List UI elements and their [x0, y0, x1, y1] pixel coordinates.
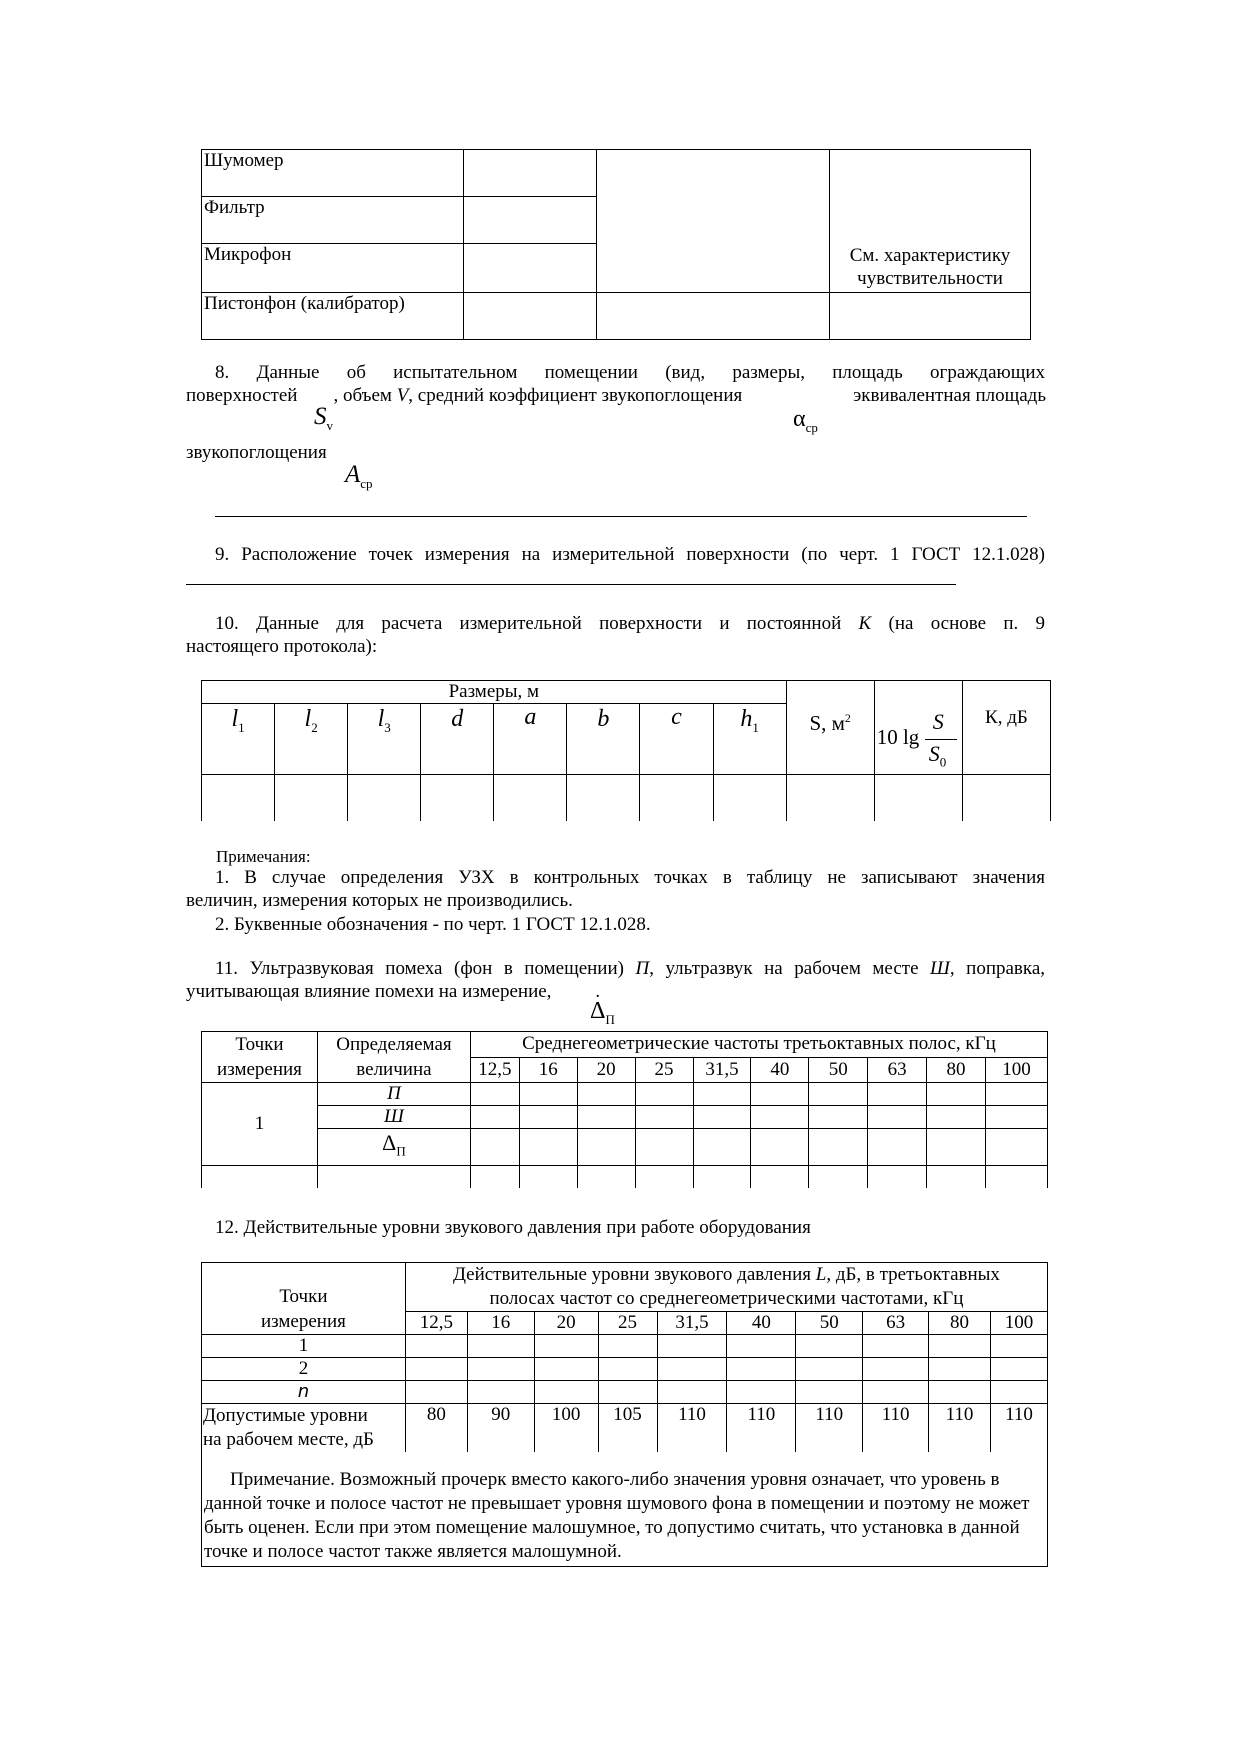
freq-cell: 63 — [868, 1057, 927, 1083]
dim-col-c: c — [640, 704, 713, 775]
sensitivity-note: См. характеристику чувствительности — [830, 244, 1031, 293]
dim-col-l2: $l_2$ — [275, 704, 348, 775]
freq-cell: 63 — [863, 1312, 929, 1335]
a-symbol: $A_{ср}$ — [345, 461, 373, 491]
noise-points-header: Точки измерения — [202, 1032, 318, 1083]
freq-cell: 40 — [751, 1057, 809, 1083]
dim-col-l3: $l_3$ — [348, 704, 421, 775]
equipment-name-cell: Пистонфон (калибратор) — [202, 292, 464, 339]
allowed-level: 100 — [534, 1404, 598, 1453]
allowed-level: 105 — [598, 1404, 657, 1453]
freq-cell: 40 — [727, 1312, 796, 1335]
allowed-levels-label: Допустимые уровни на рабочем месте, дБ — [202, 1404, 406, 1453]
freq-cell: 100 — [985, 1057, 1047, 1083]
quantity-sh: Ш — [317, 1106, 470, 1129]
freq-cell: 50 — [796, 1312, 863, 1335]
freq-cell: 80 — [927, 1057, 986, 1083]
levels-table — [201, 1262, 1048, 1567]
dimensions-table — [201, 680, 1051, 821]
levels-main-header: Действительные уровни звукового давления L, дБ, в третьоктавных полосах частот со среднегеометрическими частотами, кГц — [405, 1263, 1047, 1312]
equipment-name-cell: Фильтр — [202, 197, 464, 244]
quantity-delta: $\Delta_П$ — [317, 1129, 470, 1166]
levels-points-header: Точки измерения — [202, 1263, 406, 1335]
section9-fill-line — [186, 584, 956, 585]
freq-cell: 12,5 — [405, 1312, 467, 1335]
section9-text: 9. Расположение точек измерения на измерительной поверхности (по черт. 1 ГОСТ 12.1.028) — [215, 544, 1045, 565]
levels-point: n — [202, 1381, 406, 1404]
dim-col-h1: $h_1$ — [713, 704, 786, 775]
section8-line1: 8. Данные об испытательном помещении (вид, размеры, площадь ограждающих — [215, 362, 1045, 383]
freq-cell: 20 — [534, 1312, 598, 1335]
k-header: К, дБ — [962, 681, 1050, 775]
note2: 2. Буквенные обозначения - по черт. 1 ГОСТ 12.1.028. — [215, 914, 651, 935]
dim-col-l1: $l_1$ — [202, 704, 275, 775]
freq-cell: 50 — [809, 1057, 868, 1083]
dim-col-d: d — [421, 704, 494, 775]
freq-cell: 31,5 — [657, 1312, 727, 1335]
allowed-level: 110 — [863, 1404, 929, 1453]
delta-p-symbol: $\Delta_П$ — [590, 998, 615, 1027]
alpha-symbol: $\alpha_{ср}$ — [793, 406, 818, 435]
section11-line2: учитывающая влияние помехи на измерение, . — [186, 981, 601, 1002]
equipment-table — [201, 149, 1031, 340]
sv-symbol: $S_v$ — [314, 403, 333, 433]
levels-point: 2 — [202, 1358, 406, 1381]
lg-header: 10 lg S $S_0$ — [874, 681, 962, 775]
freq-cell: 12,5 — [470, 1057, 519, 1083]
allowed-level: 110 — [929, 1404, 991, 1453]
freq-cell: 80 — [929, 1312, 991, 1335]
levels-note: Примечание. Возможный прочерк вместо какого-либо значения уровня означает, что уровень в данной точке и полосе частот не превышает уровня шумового фона в помещении и поэтому не может быть оценен. Если при этом помещение малошумное, то допустимо считать, что установка в данной точке и полосе частот также является малошумной. — [202, 1452, 1048, 1567]
freq-cell: 16 — [467, 1312, 534, 1335]
note1-line1: 1. В случае определения УЗХ в контрольных точках в таблицу не записывают значения — [215, 867, 1045, 888]
allowed-level: 110 — [991, 1404, 1048, 1453]
noise-value-header: Определяемая величина — [317, 1032, 470, 1083]
noise-freq-header: Среднегеометрические частоты третьоктавных полос, кГц — [470, 1032, 1047, 1058]
allowed-level: 110 — [727, 1404, 796, 1453]
section8-fill-line — [215, 516, 1027, 517]
section11-line1: 11. Ультразвуковая помеха (фон в помещении) П, ультразвук на рабочем месте Ш, поправка, — [215, 958, 1046, 979]
section12-text: 12. Действительные уровни звукового давления при работе оборудования — [215, 1217, 811, 1238]
allowed-level: 110 — [796, 1404, 863, 1453]
note1-line2: величин, измерения которых не производились. — [186, 890, 573, 911]
section10-line1: 10. Данные для расчета измерительной поверхности и постоянной K (на основе п. 9 — [215, 613, 1045, 634]
dim-col-b: b — [567, 704, 640, 775]
dim-col-a: a — [494, 704, 567, 775]
freq-cell: 16 — [519, 1057, 577, 1083]
allowed-level: 110 — [657, 1404, 727, 1453]
freq-cell: 100 — [991, 1312, 1048, 1335]
noise-table — [201, 1031, 1048, 1188]
freq-cell: 25 — [598, 1312, 657, 1335]
dimensions-group-header: Размеры, м — [202, 681, 787, 704]
notes-title: Примечания: — [216, 847, 311, 866]
noise-point-number: 1 — [202, 1083, 318, 1166]
freq-cell: 20 — [577, 1057, 635, 1083]
section8-line2: поверхностей , объем V, средний коэффициент звукопоглощения эквивалентная площадь — [186, 385, 1046, 406]
allowed-level: 90 — [467, 1404, 534, 1453]
freq-cell: 31,5 — [693, 1057, 751, 1083]
section8-line3: звукопоглощения — [186, 442, 327, 463]
area-header: S, $м^2$ — [786, 681, 874, 775]
section10-line2: настоящего протокола): — [186, 636, 378, 657]
equipment-name-cell: Микрофон — [202, 244, 464, 293]
equipment-name-cell: Шумомер — [202, 150, 464, 197]
levels-point: 1 — [202, 1335, 406, 1358]
quantity-p: П — [317, 1083, 470, 1106]
freq-cell: 25 — [635, 1057, 693, 1083]
allowed-level: 80 — [405, 1404, 467, 1453]
